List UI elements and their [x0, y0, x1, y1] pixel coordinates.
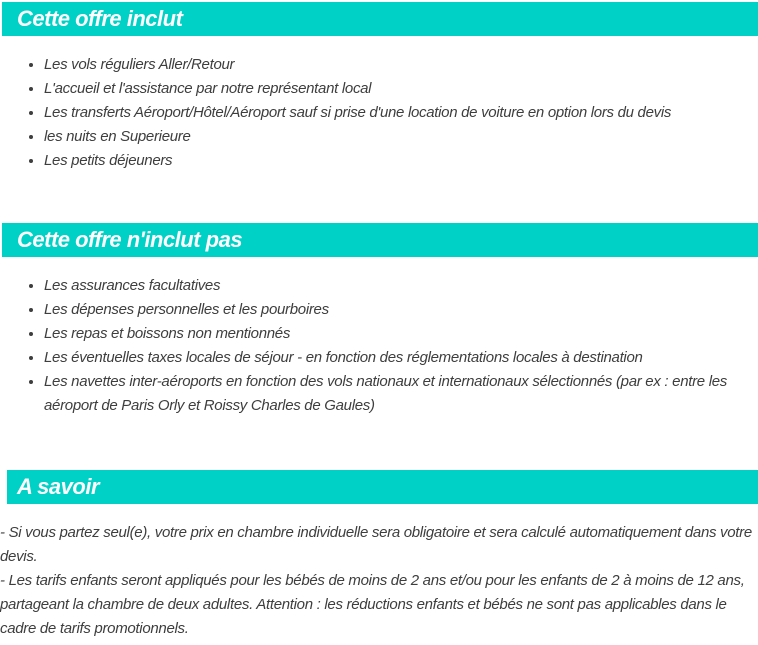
section-excluded [0, 223, 758, 418]
section-notes [0, 470, 758, 641]
section-header-notes [7, 470, 758, 504]
list-item: • Les assurances facultatives [44, 274, 758, 298]
list-item: • Les vols réguliers Aller/Retour [44, 53, 758, 77]
list-item: • Les éventuelles taxes locales de séjour - en fonction des réglementations locales à destination [44, 346, 758, 370]
list-item: • Les repas et boissons non mentionnés [44, 322, 758, 346]
list-item: • Les dépenses personnelles et les pourboires [44, 298, 758, 322]
notes-block [0, 521, 758, 641]
excluded-list [0, 274, 758, 418]
included-list [0, 53, 758, 173]
list-item: • L'accueil et l'assistance par notre représentant local [44, 77, 758, 101]
list-item: • Les navettes inter-aéroports en fonction des vols nationaux et internationaux sélectionnés (par ex : entre les aéroport de Paris Orly et Roissy Charles de Gaules) [44, 370, 758, 418]
offer-details-page [0, 2, 758, 645]
section-title-notes: A savoir [17, 474, 100, 499]
list-item: • Les petits déjeuners [44, 149, 758, 173]
section-header-included [2, 2, 758, 36]
list-item: • les nuits en Superieure [44, 125, 758, 149]
section-title-excluded: Cette offre n'inclut pas [17, 227, 243, 252]
section-header-excluded [2, 223, 758, 257]
note-paragraph: - Les tarifs enfants seront appliqués pour les bébés de moins de 2 ans et/ou pour les enfants de 2 à moins de 12 ans, partageant la chambre de deux adultes. Attention : les réductions enfants et bébés ne sont pas applicables dans le cadre de tarifs promotionnels. [0, 572, 745, 637]
section-included [0, 2, 758, 173]
note-paragraph: - Si vous partez seul(e), votre prix en chambre individuelle sera obligatoire et sera calculé automatiquement dans votre devis. [0, 524, 752, 565]
section-title-included: Cette offre inclut [17, 6, 183, 31]
list-item: • Les transferts Aéroport/Hôtel/Aéroport sauf si prise d'une location de voiture en option lors du devis [44, 101, 758, 125]
